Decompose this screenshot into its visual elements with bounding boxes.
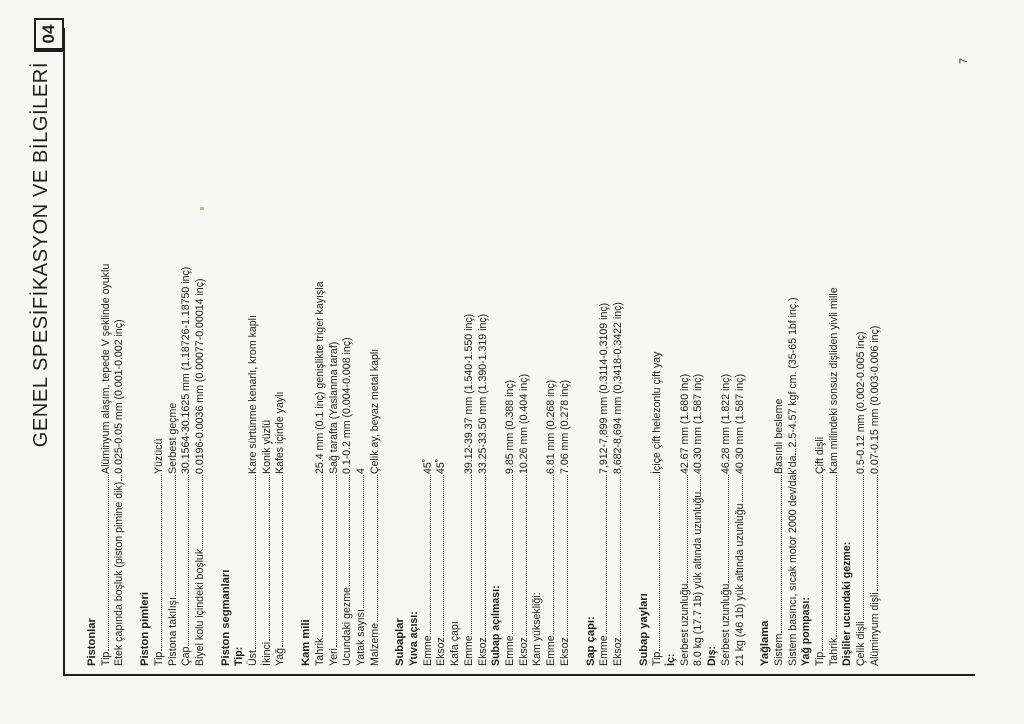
spec-value: Yüzücü xyxy=(152,438,165,474)
spec-row xyxy=(477,36,491,666)
spec-label: 8.0 kg (17.7 1b) yük altında uzunluğu xyxy=(692,491,705,666)
spec-value: Alüminyum alaşım, tepede V şeklinde oyuklu xyxy=(99,263,112,474)
spec-label: Etek çapında boşluk (piston pimine dik) xyxy=(113,481,126,666)
spec-row xyxy=(274,36,288,666)
spec-value: 25.4 mm (0.1 inç) genişlikte triger kayışla xyxy=(313,281,326,474)
spec-row xyxy=(341,36,355,666)
spec-row xyxy=(545,36,559,666)
spec-label: Yatak sayısı xyxy=(354,609,367,666)
spec-label: Ucundaki gezme xyxy=(341,587,354,666)
spec-row xyxy=(734,36,748,666)
section-title: Piston segmanları xyxy=(219,569,232,666)
spec-label: Yeri xyxy=(327,648,340,666)
leader-dots xyxy=(471,475,472,634)
leader-dots xyxy=(255,475,256,649)
spec-value: Kare sürtünme kenarlı, krom kaplı xyxy=(247,315,260,474)
leader-dots xyxy=(202,475,203,548)
subheading: Yağ pompası: xyxy=(800,597,813,666)
spec-row xyxy=(518,36,532,666)
spec-label: Yağ xyxy=(274,647,287,666)
leader-dots xyxy=(742,475,743,502)
spec-label: Çap xyxy=(180,646,193,666)
spec-value: 7.06 mm (0.278 inç) xyxy=(558,379,571,474)
section-title: Yağlama xyxy=(759,620,772,666)
spec-label: Eksoz xyxy=(435,637,448,666)
spec-label: Tip xyxy=(651,651,664,666)
subheading: Dişliler ucundaki gezme: xyxy=(841,541,854,666)
leader-dots xyxy=(836,475,837,637)
spec-value: Çift dişli xyxy=(814,436,827,474)
spec-row xyxy=(180,36,194,666)
section-title: Piston pimleri xyxy=(139,592,152,666)
spec-row xyxy=(787,36,801,666)
spec-row xyxy=(773,36,787,666)
spec-value: 40.30 mm (1.587 inç) xyxy=(692,373,705,474)
spec-value: 0.0196-0.0036 mm (0.00077-0.00014 inç) xyxy=(193,278,206,474)
spec-label: Emme xyxy=(421,635,434,666)
leader-dots xyxy=(175,475,176,596)
leader-dots xyxy=(485,475,486,636)
spec-value: 0.07-0.15 mm (0.003-0.006 inç) xyxy=(868,325,881,474)
subheading: Yuva açısı: xyxy=(408,611,421,666)
spec-row xyxy=(720,36,734,666)
spec-row xyxy=(261,36,275,666)
spec-value: 33.25-33.50 mm (1.390-1.319 inç) xyxy=(476,313,489,474)
spec-section xyxy=(139,36,208,666)
leader-dots xyxy=(863,475,864,620)
leader-dots xyxy=(687,475,688,583)
spec-value: 8,682-8,694 mm (0,3418-0,3422 inç) xyxy=(611,302,624,474)
spec-label: İkinci xyxy=(260,641,273,666)
leader-dots xyxy=(659,475,660,651)
leader-dots xyxy=(108,475,109,651)
leader-dots xyxy=(877,475,878,591)
leader-dots xyxy=(161,475,162,651)
spec-value: Kam milindeki sonsuz dişliden yivli mille xyxy=(827,287,840,474)
spec-value: 46.28 mm (1.822 inç) xyxy=(719,373,732,474)
spec-label: Biyel kolu içindeki boşluk xyxy=(193,548,206,666)
leader-dots xyxy=(553,475,554,634)
subheading: Subap açılması: xyxy=(490,585,503,666)
spec-row xyxy=(612,36,626,666)
spec-row xyxy=(314,36,328,666)
spec-value: 0.5-0.12 mm (0.002-0.005 inç) xyxy=(855,331,868,474)
leader-dots xyxy=(430,475,431,634)
spec-row xyxy=(355,36,369,666)
spec-row xyxy=(113,36,127,666)
spec-section xyxy=(394,36,572,666)
leader-dots xyxy=(322,475,323,637)
spec-row xyxy=(679,36,693,666)
spec-value: 42.67 mm (1.680 inç) xyxy=(678,373,691,474)
spec-row xyxy=(651,36,665,666)
spec-label: Alüminyum dişli xyxy=(868,592,881,666)
leader-dots xyxy=(781,475,782,633)
spec-label: Serbest uzunluğu xyxy=(719,583,732,666)
margin-rule xyxy=(65,674,975,676)
spec-section xyxy=(220,36,289,666)
spec-row xyxy=(247,36,261,666)
leader-dots xyxy=(795,449,796,455)
page-title: GENEL SPESİFİKASYON VE BİLGİLERİ xyxy=(30,62,52,448)
spec-value: Çelik ay, beyaz metal kaplı xyxy=(368,348,381,474)
spec-value: 0.1-0.2 mm (0.004-0.008 inç) xyxy=(341,337,354,474)
spec-value: 6.81 mm (0.268 inç) xyxy=(545,379,558,474)
spec-row xyxy=(855,36,869,666)
leader-dots xyxy=(822,475,823,651)
spec-label: Sistem xyxy=(772,633,785,666)
leader-dots xyxy=(269,475,270,641)
spec-value: 39.12-39.37 mm (1.540-1.550 inç) xyxy=(462,313,475,474)
spec-value: 10.26 mm (0.404 inç) xyxy=(517,373,530,474)
spec-label: Eksoz xyxy=(517,637,530,666)
spec-row xyxy=(435,36,449,666)
spec-label: Tahrik xyxy=(827,637,840,666)
spec-value: Serbest geçme xyxy=(166,402,179,474)
spec-row xyxy=(463,36,477,666)
leader-dots xyxy=(349,475,350,586)
spec-label: Emme xyxy=(598,635,611,666)
spec-section xyxy=(759,36,882,666)
spec-value: 30.1564-30.1625 mm (1.18726-1.18750 inç) xyxy=(180,266,193,474)
spec-value: Basınlı besleme xyxy=(772,398,785,474)
spec-label: Çelik dişli xyxy=(855,621,868,666)
spec-value: 0.025-0.05 mm (0.001-0.002 inç) xyxy=(113,319,126,474)
spec-row xyxy=(692,36,706,666)
spec-row xyxy=(828,36,842,666)
leader-dots xyxy=(606,475,607,634)
leader-dots xyxy=(282,475,283,647)
leader-dots xyxy=(443,475,444,636)
spec-label: Emme xyxy=(545,635,558,666)
spec-label: 21 kg (46 1b) yük altında uzunluğu xyxy=(733,503,746,666)
spec-row xyxy=(504,36,518,666)
spec-row xyxy=(814,36,828,666)
spec-row xyxy=(869,36,883,666)
spec-value: 7,912-7,899 mm (0.3114-0,3109 inç) xyxy=(598,302,611,474)
spec-row xyxy=(328,36,342,666)
spec-value: 45˚ xyxy=(435,458,448,474)
section-title: Subap yayları xyxy=(637,593,650,666)
spec-label: Serbest uzunluğu xyxy=(678,583,691,666)
spec-label: Pistona takılışı xyxy=(166,597,179,666)
spec-value: 4 xyxy=(354,468,367,474)
section-title: Sap çapı: xyxy=(584,616,597,666)
spec-label: Emme xyxy=(503,635,516,666)
spec-label: Malzeme xyxy=(368,623,381,666)
spec-content xyxy=(86,36,895,666)
spec-label: Eksoz xyxy=(611,637,624,666)
spec-label: Sistem basıncı, sıcak motor 2000 dev/dak'da xyxy=(786,455,799,666)
header-divider xyxy=(34,50,64,52)
spec-section xyxy=(585,36,626,666)
spec-label: Eksoz xyxy=(558,637,571,666)
spec-row xyxy=(100,36,114,666)
spec-value: Sağ tarafta (Yaslanma taraf) xyxy=(327,341,340,474)
subheading: Kafa çapı xyxy=(449,621,462,666)
spec-label: Üst xyxy=(247,650,260,666)
spec-row xyxy=(167,36,181,666)
chapter-badge: 04 xyxy=(34,18,64,50)
spec-row xyxy=(153,36,167,666)
spec-label: Tip xyxy=(152,651,165,666)
spec-row xyxy=(422,36,436,666)
spec-value: 2.5-4.57 kgf cm. (35-65 1bf inç.) xyxy=(786,297,799,448)
section-title: Pistonlar xyxy=(86,618,98,666)
subheading: Dış: xyxy=(706,645,719,666)
section-title: Subaplar xyxy=(394,618,407,666)
section-title: Kam mili xyxy=(300,619,313,666)
leader-dots xyxy=(620,475,621,636)
leader-dots xyxy=(567,475,568,636)
spec-section xyxy=(638,36,748,666)
spec-label: Tahrik xyxy=(313,637,326,666)
spec-row xyxy=(598,36,612,666)
spec-row xyxy=(559,36,573,666)
spec-label: Tip xyxy=(99,651,112,666)
spec-section xyxy=(300,36,382,666)
subheading: Kam yüksekliği: xyxy=(531,592,544,666)
leader-dots xyxy=(728,475,729,583)
leader-dots xyxy=(526,475,527,636)
spec-label: Eksoz xyxy=(476,637,489,666)
leader-dots xyxy=(336,475,337,647)
leader-dots xyxy=(363,475,364,608)
spec-row xyxy=(369,36,383,666)
leader-dots xyxy=(700,475,701,491)
header-rule xyxy=(63,28,65,676)
spec-value: 45˚ xyxy=(421,458,434,474)
spec-label: Emme xyxy=(462,635,475,666)
leader-dots xyxy=(188,475,189,646)
spec-value: 40.30 mm (1.587 inç) xyxy=(733,373,746,474)
leader-dots xyxy=(512,475,513,634)
spec-value: Kafes içinde yaylı xyxy=(274,391,287,474)
leader-dots xyxy=(121,475,122,481)
spec-section xyxy=(86,36,127,666)
page-number: 7 xyxy=(958,57,970,64)
spec-value: İçiçe çift helezonlu çift yay xyxy=(651,351,664,474)
subheading: İç: xyxy=(665,653,678,666)
spec-row xyxy=(194,36,208,666)
subheading: Tip: xyxy=(233,646,246,666)
spec-value: Konik yüzlü xyxy=(260,419,273,474)
spec-label: Tip xyxy=(814,651,827,666)
spec-value: 9.85 mm (0.388 inç) xyxy=(503,379,516,474)
leader-dots xyxy=(377,475,378,622)
